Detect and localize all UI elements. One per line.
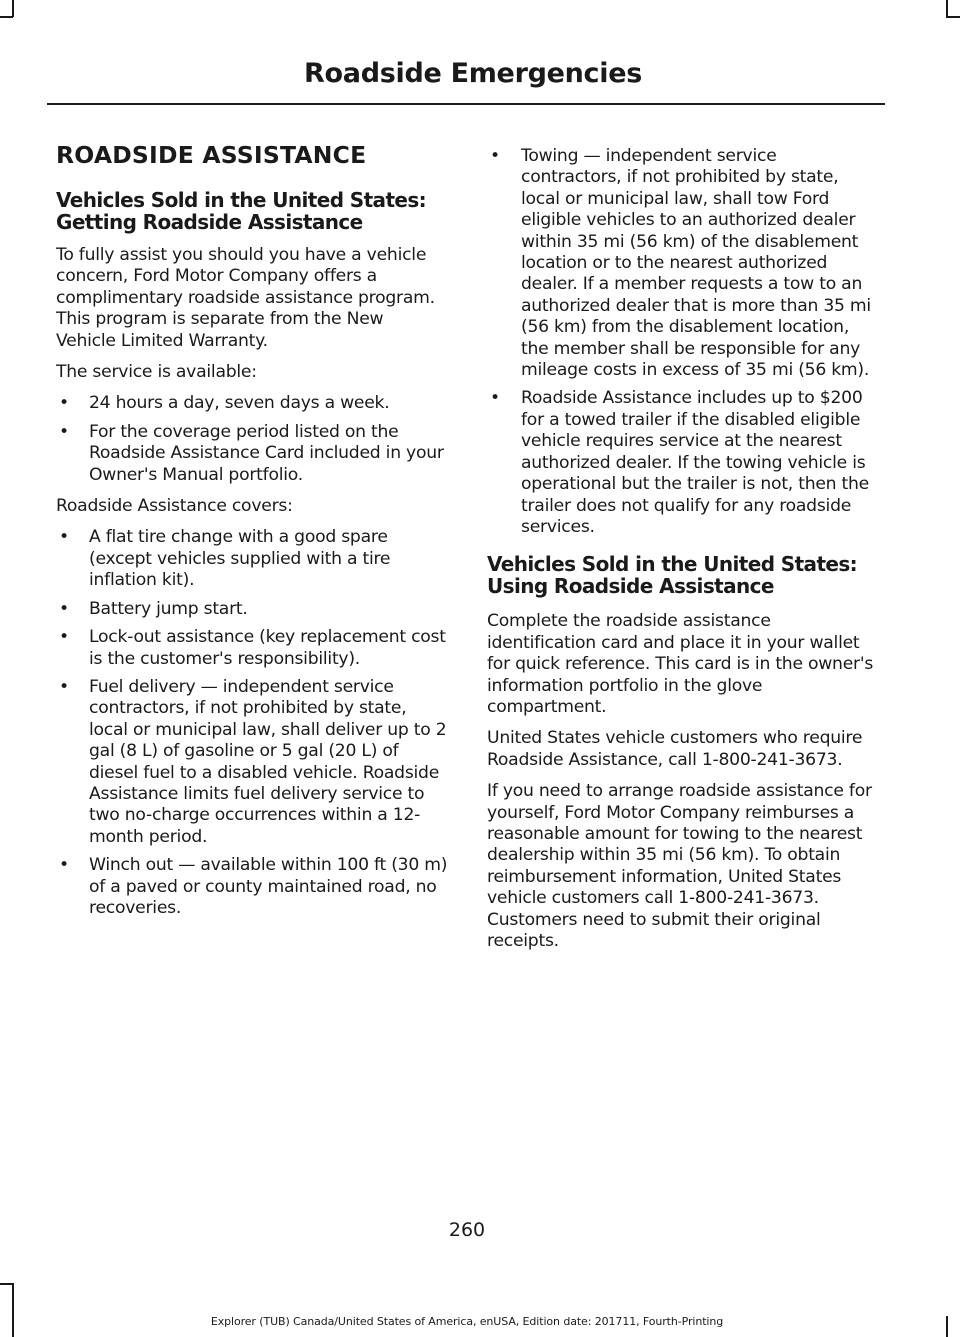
- crop-mark-top-left: [0, 16, 13, 18]
- list-item: [56, 393, 448, 414]
- section-heading: ROADSIDE ASSISTANCE: [56, 141, 367, 169]
- page-number: 260: [448, 1219, 486, 1241]
- bullet-icon: •: [490, 388, 500, 409]
- crop-mark-top-left: [12, 0, 14, 17]
- list-item: [56, 855, 448, 919]
- list-item: [56, 527, 448, 591]
- list-item-text: Winch out — available within 100 ft (30 m) of a paved or county maintained road, no recoveries.: [89, 855, 448, 918]
- list-item: [56, 599, 448, 620]
- covers-list-continued: [487, 146, 879, 538]
- list-item-text: Towing — independent service contractors, if not prohibited by state, local or municipal law, shall tow Ford eligible vehicles to an authorized dealer within 35 mi (56 km) of the disablement location or to the nearest authorized dealer. If a member requests a tow to an authorized dealer that is more than 35 mi (56 km) from the disablement location, the member shall be responsible for any mileage costs in excess of 35 mi (56 km).: [521, 146, 871, 381]
- bullet-icon: •: [59, 598, 69, 619]
- bullet-icon: •: [59, 627, 69, 648]
- body-paragraph: Complete the roadside assistance identification card and place it in your wallet for quick reference. This card is in the owner's information portfolio in the glove compartment.: [487, 611, 874, 717]
- crop-mark-top-right: [946, 16, 960, 18]
- list-item: [56, 422, 448, 486]
- list-item-text: A flat tire change with a good spare (except vehicles supplied with a tire inflation kit).: [89, 527, 391, 591]
- crop-mark-top-right: [946, 0, 948, 17]
- bullet-icon: •: [490, 146, 500, 166]
- list-item-text: Roadside Assistance includes up to $200 for a towed trailer if the disabled eligible vehicle requires service at the nearest authorized dealer. If the towing vehicle is operational but the trailer is not, then the trailer does not qualify for any roadside services.: [521, 388, 869, 537]
- page-title: Roadside Emergencies: [304, 58, 642, 89]
- list-item: [56, 627, 448, 670]
- bullet-icon: •: [59, 676, 69, 697]
- list-item: [56, 677, 448, 848]
- left-column: [56, 140, 448, 929]
- list-item-text: Battery jump start.: [89, 598, 248, 619]
- crop-mark-bottom-right: [946, 1316, 948, 1337]
- service-label: The service is available:: [56, 362, 257, 383]
- list-item-text: 24 hours a day, seven days a week.: [89, 393, 390, 414]
- body-paragraph: United States vehicle customers who require Roadside Assistance, call 1-800-241-3673.: [487, 728, 863, 770]
- covers-list: [56, 527, 448, 919]
- footer-edition-info: Explorer (TUB) Canada/United States of America, enUSA, Edition date: 201711, Fourth-Printing: [210, 1315, 724, 1328]
- list-item-text: Fuel delivery — independent service contractors, if not prohibited by state, local or municipal law, shall deliver up to 2 gal (8 L) of gasoline or 5 gal (20 L) of diesel fuel to a disabled vehicle. Roadside Assistance limits fuel delivery service to two no-charge occurrences within a 12-month period.: [89, 676, 447, 847]
- header-divider: [47, 103, 885, 105]
- bullet-icon: •: [59, 421, 69, 442]
- list-item: [487, 146, 879, 381]
- list-item: [487, 388, 879, 538]
- crop-mark-bottom-left: [0, 1283, 13, 1285]
- bullet-icon: •: [59, 527, 69, 548]
- covers-label: Roadside Assistance covers:: [56, 496, 293, 517]
- bullet-icon: •: [59, 393, 69, 414]
- list-item-text: Lock-out assistance (key replacement cost is the customer's responsibility).: [89, 627, 446, 669]
- crop-mark-bottom-left: [12, 1283, 14, 1337]
- subheading-getting-assistance: Vehicles Sold in the United States: Getting Roadside Assistance: [56, 188, 427, 234]
- body-paragraph: If you need to arrange roadside assistance for yourself, Ford Motor Company reimburses a reasonable amount for towing to the nearest dealership within 35 mi (56 km). To obtain reimbursement information, United States vehicle customers call 1-800-241-3673. Customers need to submit their original receipts.: [487, 781, 872, 951]
- list-item-text: For the coverage period listed on the Roadside Assistance Card included in your Owner's Manual portfolio.: [89, 421, 444, 485]
- bullet-icon: •: [59, 855, 69, 876]
- subheading-using-assistance: Vehicles Sold in the United States: Using Roadside Assistance: [487, 552, 858, 598]
- right-column: [487, 146, 879, 962]
- service-list: [56, 393, 448, 486]
- intro-paragraph: To fully assist you should you have a vehicle concern, Ford Motor Company offers a complimentary roadside assistance program. This program is separate from the New Vehicle Limited Warranty.: [56, 245, 435, 351]
